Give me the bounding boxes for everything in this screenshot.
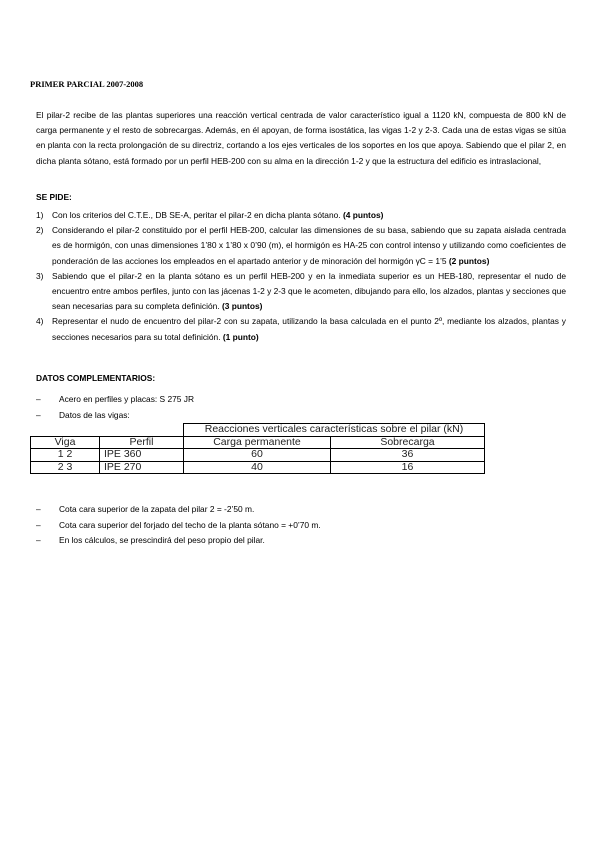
header-cell: Perfil (100, 436, 184, 449)
table-cell: IPE 270 (100, 461, 184, 474)
task-item (36, 223, 566, 269)
intro-paragraph: El pilar-2 recibe de las plantas superiores una reacción vertical centrada de valor característico igual a 1120 kN, compuesta de 800 kN de carga permanente y el resto de sobrecargas. Además, en él apoyan, de forma isostática, las vigas 1-2 y 2-3. Cada una de estas vigas se sitúa en planta con la recta prolongación de su directriz, cortando a los ejes verticales de los soportes en los que apoya. Sabiendo que el pilar 2, en dicha planta sótano, está formado por un perfil HEB-200 con su alma en la dirección 1-2 y que la estructura del edificio es intraslacional, (36, 110, 566, 166)
task-points: (3 puntos) (221, 301, 263, 312)
datos-text: Datos de las vigas: (59, 409, 130, 420)
datos-item (36, 408, 566, 424)
exam-title: PRIMER PARCIAL 2007-2008 (30, 79, 144, 89)
table-cell: 16 (331, 461, 485, 474)
table-caption: Reacciones verticales características sobre el pilar (kN) (184, 424, 485, 437)
dash-bullet: – (36, 535, 41, 545)
reactions-table (30, 423, 485, 474)
dash-bullet: – (36, 409, 41, 420)
table-cell: 2 3 (31, 461, 100, 474)
header-cell: Sobrecarga (331, 436, 485, 449)
header-cell: Viga (31, 436, 100, 449)
table-cell: 36 (331, 449, 485, 462)
task-text: Representar el nudo de encuentro del pilar-2 con su zapata, utilizando la basa calculada en el punto 2º, mediante los alzados, plantas y secciones necesarios para su total definición. (52, 316, 566, 342)
task-text: Sabiendo que el pilar-2 en la planta sótano es un perfil HEB-200 y en la inmediata superior es un HEB-180, representar el nudo de encuentro entre ambos perfiles, junto con las jácenas 1-2 y 2-3 que le acometen, dibujando para ello, los alzados, plantas y secciones que sean necesarias para su completa definición. (52, 270, 566, 312)
task-list (36, 208, 566, 345)
task-number: 2) (36, 225, 44, 236)
table-cell: 1 2 (31, 449, 100, 462)
datos-item (36, 392, 566, 408)
task-number: 3) (36, 270, 44, 281)
task-points: (1 punto) (222, 331, 259, 342)
dash-bullet: – (36, 394, 41, 404)
datos-text: Acero en perfiles y placas: S 275 JR (59, 394, 194, 404)
task-item (36, 314, 566, 344)
task-number: 4) (36, 316, 44, 327)
table-cell: 40 (184, 461, 331, 474)
task-points: (2 puntos) (448, 255, 490, 266)
table-cell: 60 (184, 449, 331, 462)
task-number: 1) (36, 210, 44, 220)
note-item (36, 518, 566, 534)
datos-list (36, 392, 566, 423)
table-header-row (31, 436, 485, 449)
datos-heading: DATOS COMPLEMENTARIOS: (36, 373, 156, 383)
task-item (36, 269, 566, 315)
note-text: Cota cara superior de la zapata del pilar 2 = -2’50 m. (59, 504, 255, 514)
note-item (36, 533, 566, 549)
table-cell: IPE 360 (100, 449, 184, 462)
task-text: Considerando el pilar-2 constituido por el perfil HEB-200, calcular las dimensiones de su basa, sabiendo que su zapata aislada centrada es de hormigón, con unas dimensiones 1’80 x 1’80 x 0’90 (m), el hormigón es HA-25 con control intenso y utilizando como coeficientes de ponderación de las acciones los empleados en el apartado anterior y de minoración del hormigón γC = 1’5 (52, 225, 566, 266)
dash-bullet: – (36, 504, 41, 514)
note-text: En los cálculos, se prescindirá del peso propio del pilar. (59, 535, 265, 545)
dash-bullet: – (36, 519, 41, 530)
header-cell: Carga permanente (184, 436, 331, 449)
se-pide-heading: SE PIDE: (36, 192, 72, 202)
final-notes-list (36, 502, 566, 549)
task-item (36, 208, 566, 223)
note-item (36, 502, 566, 518)
task-text: Con los criterios del C.T.E., DB SE-A, peritar el pilar-2 en dicha planta sótano. (52, 210, 341, 220)
table-row (31, 461, 485, 474)
task-points: (4 puntos) (342, 210, 384, 220)
table-row (31, 449, 485, 462)
note-text: Cota cara superior del forjado del techo de la planta sótano = +0’70 m. (59, 519, 321, 530)
